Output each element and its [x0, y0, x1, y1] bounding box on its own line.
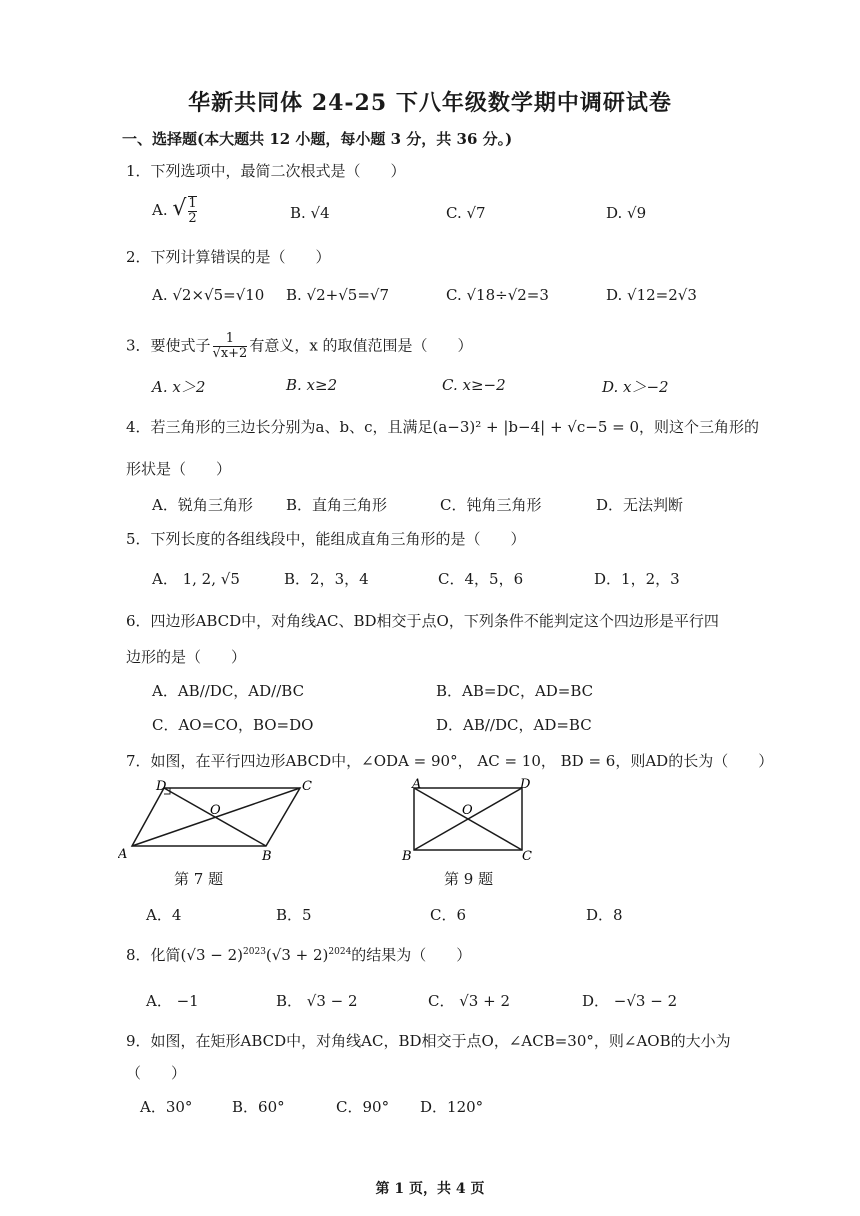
figure-7-caption: 第 7 题	[174, 870, 224, 888]
question-8-option-d: D． −√3 − 2	[582, 992, 678, 1010]
question-9-option-d: D．120°	[420, 1098, 484, 1116]
question-5-option-a: A． 1, 2, √5	[152, 570, 240, 588]
question-4-option-a: A．锐角三角形	[152, 496, 253, 514]
question-8-option-a: A． −1	[146, 992, 199, 1010]
question-8-option-b: B． √3 − 2	[276, 992, 358, 1010]
question-5-stem: 5．下列长度的各组线段中，能组成直角三角形的是（ ）	[126, 530, 526, 548]
question-4-stem: 4．若三角形的三边长分别为a、b、c，且满足(a−3)² + |b−4| + √c−5 = 0，则这个三角形的	[126, 418, 760, 436]
stem-text: 的结果为（ ）	[351, 946, 472, 964]
question-7-option-b: B．5	[276, 906, 312, 924]
stem-text: 3．要使式子	[126, 336, 211, 355]
question-1-option-a: A. √ $\frac{1}{2}$	[152, 196, 197, 226]
figure-9-rectangle	[398, 776, 548, 862]
vertex-label-a: A	[412, 777, 422, 792]
question-3-option-a: A. x＞2	[152, 378, 206, 396]
question-7-option-d: D．8	[586, 906, 623, 924]
question-3-option-b: B. x≥2	[286, 376, 338, 394]
vertex-label-c: C	[302, 779, 312, 794]
question-3-stem	[126, 332, 473, 361]
question-5-option-b: B．2，3，4	[284, 570, 369, 588]
question-6-stem-line2: 边形的是（ ）	[126, 648, 247, 666]
question-7-option-a: A．4	[146, 906, 182, 924]
question-4-option-c: C．钝角三角形	[440, 496, 542, 514]
question-6-option-a: A．AB//DC，AD//BC	[152, 682, 305, 700]
question-1-option-c: C. √7	[446, 204, 486, 222]
question-5-option-d: D．1，2，3	[594, 570, 680, 588]
question-9-stem: 9．如图，在矩形ABCD中，对角线AC，BD相交于点O，∠ACB=30°，则∠AOB的大小为	[126, 1032, 731, 1050]
power-exponent: 2023	[243, 947, 266, 957]
question-6-option-c: C．AO=CO，BO=DO	[152, 716, 314, 734]
question-8-stem	[126, 944, 471, 965]
power-base: (√3 + 2)	[265, 946, 329, 964]
question-3-option-c: C. x≥−2	[442, 376, 506, 394]
page-title: 华新共同体 24-25 下八年级数学期中调研试卷	[188, 90, 672, 116]
vertex-label-b: B	[402, 849, 412, 862]
question-9-option-b: B．60°	[232, 1098, 285, 1116]
vertex-label-a: A	[118, 847, 128, 862]
center-label-o: O	[462, 803, 473, 818]
question-6-option-d: D．AB//DC，AD=BC	[436, 716, 592, 734]
option-label: A.	[152, 201, 168, 219]
vertex-label-d: D	[156, 779, 167, 794]
vertex-label-b: B	[262, 849, 272, 862]
fraction-denominator: 2	[188, 211, 197, 226]
question-4-option-d: D．无法判断	[596, 496, 684, 514]
stem-text: 有意义，x 的取值范围是（ ）	[249, 336, 473, 355]
vertex-label-d: D	[520, 777, 531, 792]
question-1-option-d: D. √9	[606, 204, 647, 222]
section-heading: 一、选择题(本大题共 12 小题，每小题 3 分，共 36 分。)	[122, 130, 513, 148]
question-4-option-b: B．直角三角形	[286, 496, 388, 514]
question-9-option-a: A．30°	[140, 1098, 193, 1116]
question-1-option-b: B. √4	[290, 204, 330, 222]
question-2-option-c: C. √18÷√2=3	[446, 286, 549, 304]
question-6-stem: 6．四边形ABCD中，对角线AC、BD相交于点O，下列条件不能判定这个四边形是平行四	[126, 612, 719, 630]
question-7-option-c: C．6	[430, 906, 467, 924]
question-2-stem: 2．下列计算错误的是（ ）	[126, 248, 331, 266]
question-5-option-c: C．4，5，6	[438, 570, 524, 588]
question-7-stem: 7．如图，在平行四边形ABCD中，∠ODA = 90°， AC = 10， BD = 6，则AD的长为（ ）	[126, 752, 774, 770]
fraction-numerator: 1	[188, 196, 197, 211]
question-4-stem-line2: 形状是（ ）	[126, 460, 232, 478]
power-exponent: 2024	[328, 947, 352, 957]
question-6-option-b: B．AB=DC，AD=BC	[436, 682, 594, 700]
question-3-option-d: D. x＞−2	[602, 378, 669, 396]
figure-7-parallelogram	[118, 778, 318, 862]
question-1-stem: 1．下列选项中，最简二次根式是（ ）	[126, 162, 406, 180]
question-2-option-b: B. √2+√5=√7	[286, 286, 390, 304]
question-2-option-d: D. √12=2√3	[606, 286, 697, 304]
figure-9-caption: 第 9 题	[444, 870, 494, 888]
stem-text: 8．化简	[126, 946, 181, 964]
fraction-denominator: √x+2	[212, 346, 248, 361]
page-footer: 第 1 页，共 4 页	[375, 1181, 485, 1197]
question-2-option-a: A. √2×√5=√10	[152, 286, 265, 304]
center-label-o: O	[210, 803, 221, 818]
power-base: (√3 − 2)	[180, 946, 244, 964]
fraction-numerator: 1	[225, 331, 235, 346]
question-9-stem-line2: （ ）	[126, 1064, 187, 1082]
vertex-label-c: C	[522, 849, 532, 862]
question-9-option-c: C．90°	[336, 1098, 390, 1116]
question-8-option-c: C． √3 + 2	[428, 992, 510, 1010]
